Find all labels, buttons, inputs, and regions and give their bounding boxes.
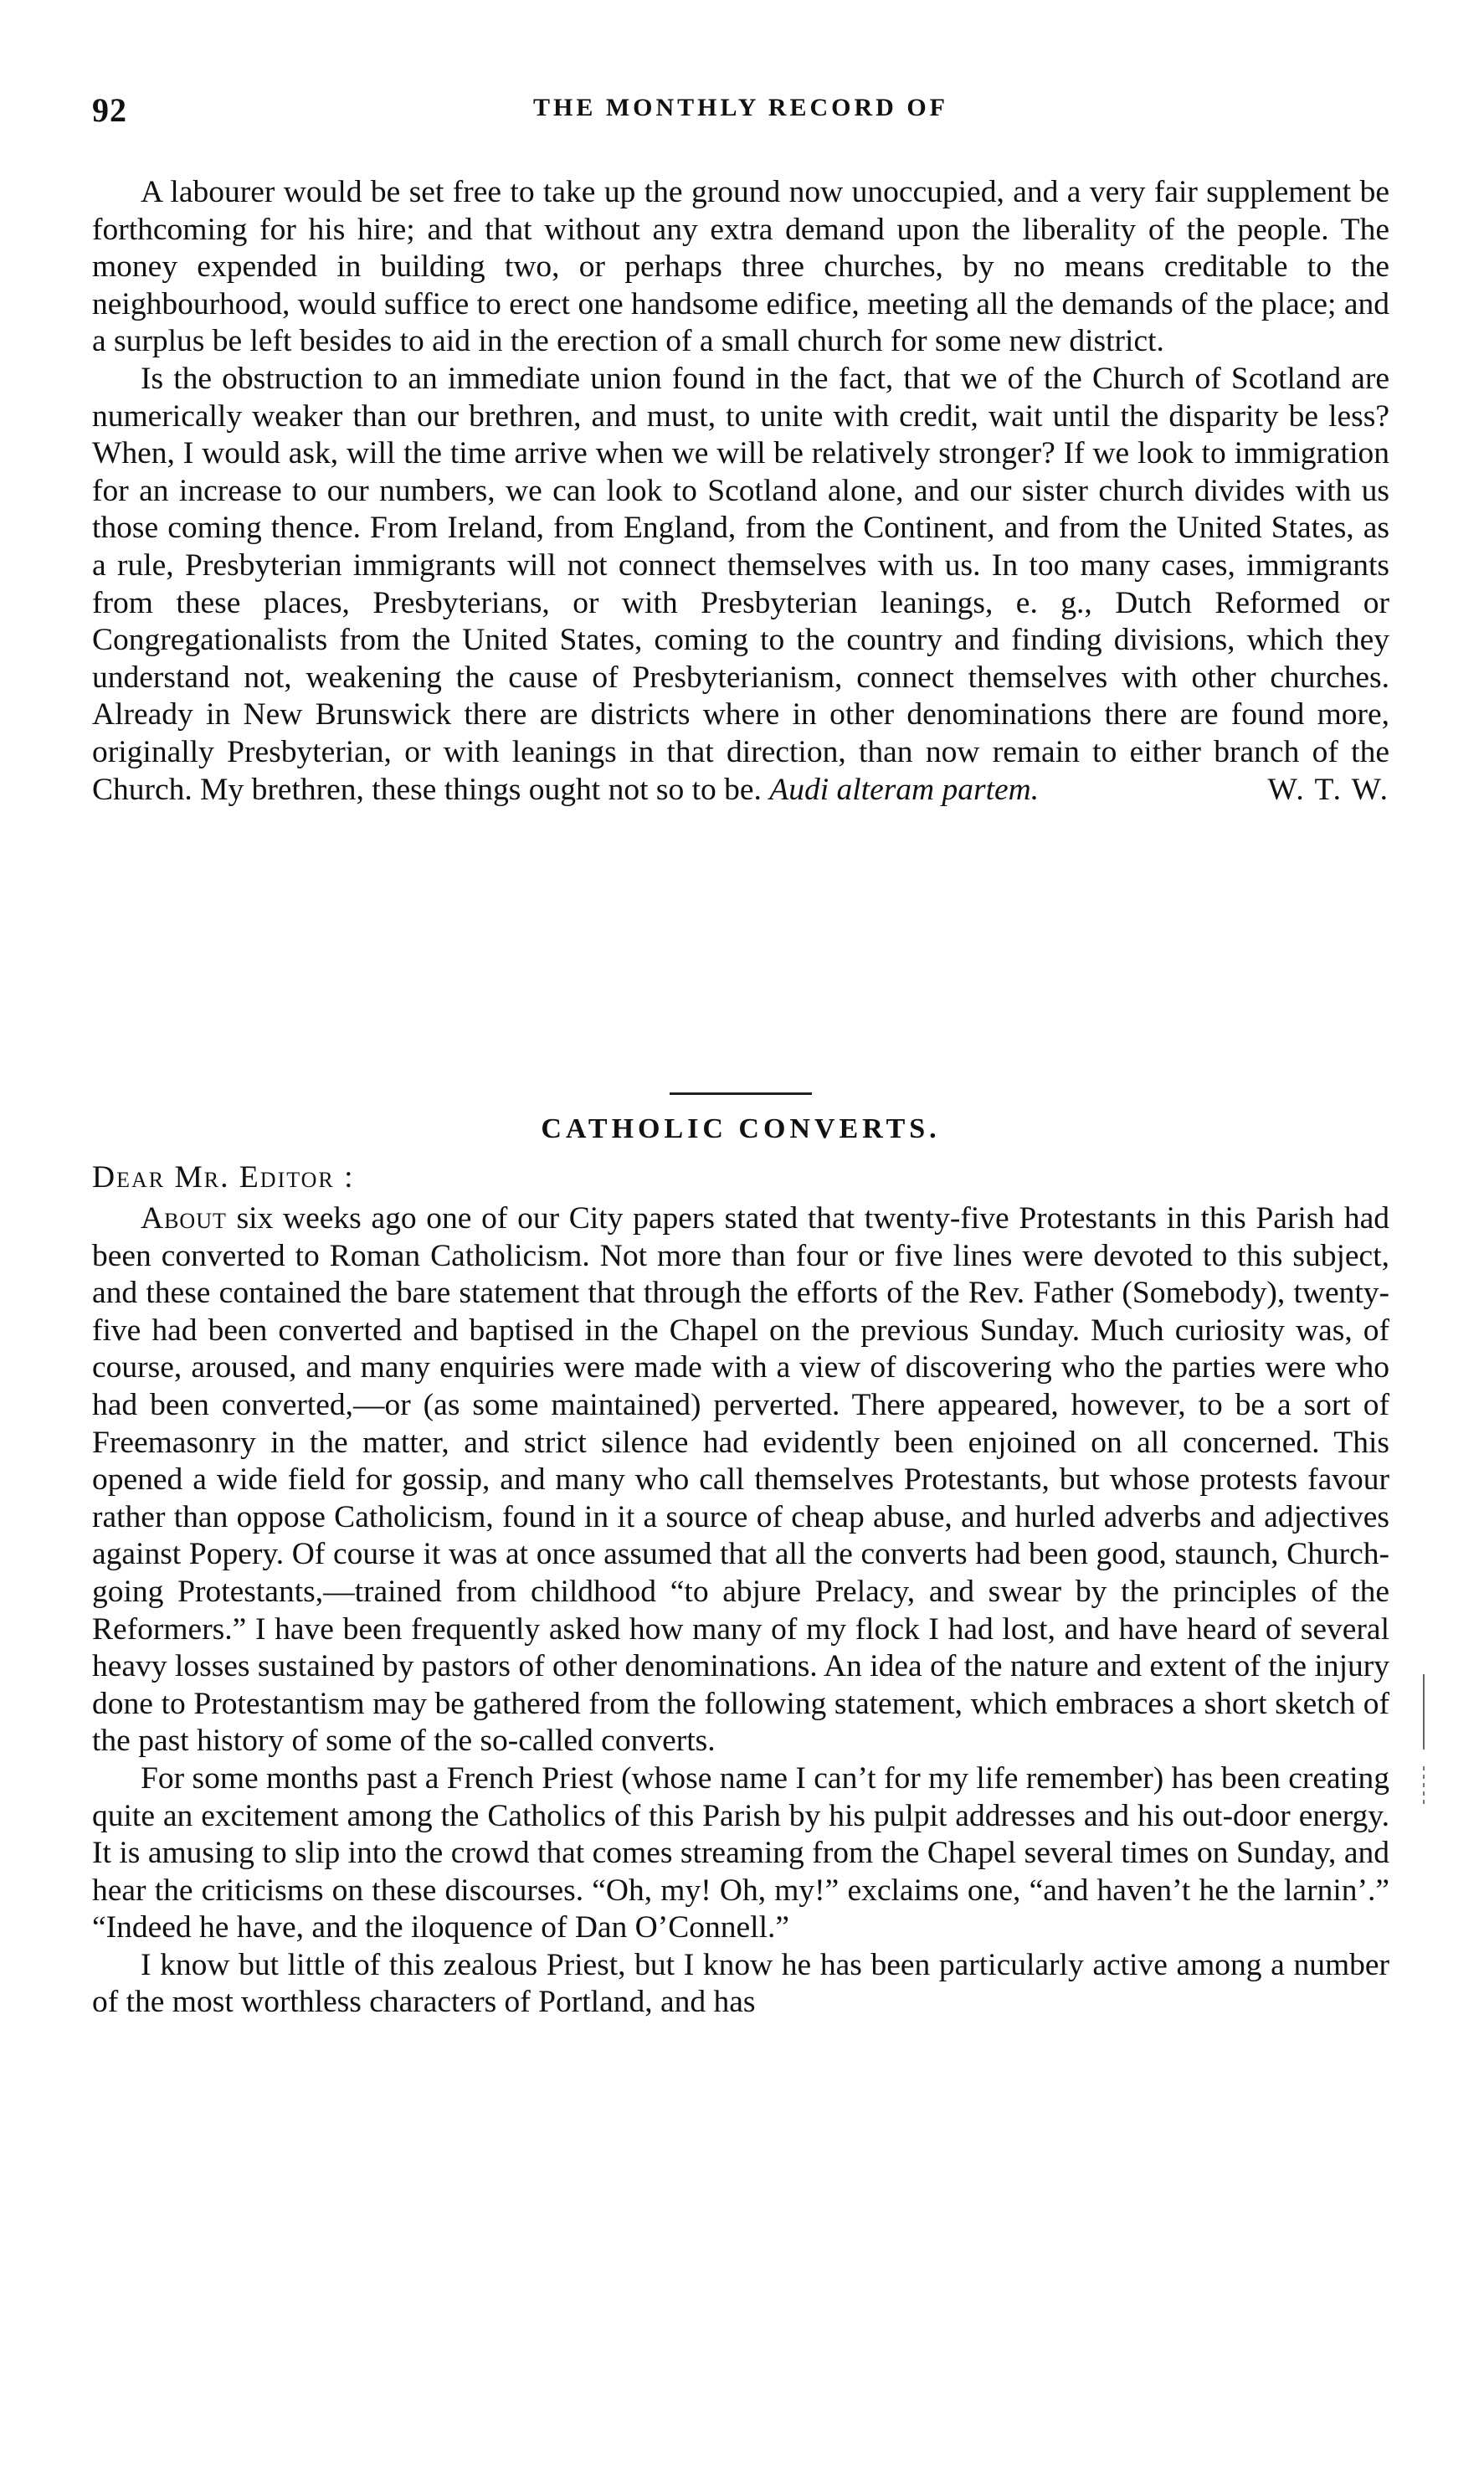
article-two-body	[92, 1200, 1389, 2022]
article-one-body	[92, 174, 1389, 809]
article-one-paragraph: A labourer would be set free to take up the ground now unoccupied, and a very fair supplement be forthcoming for his hire; and that without any extra demand upon the liberality of the people. The money expended in building two, or perhaps three churches, by no means creditable to the neighbourhood, would suffice to erect one handsome edifice, meeting all the demands of the place; and a surplus be left besides to aid in the erection of a small church for some new district.	[92, 175, 1389, 359]
article-one-paragraph	[92, 361, 1389, 809]
article-two-paragraph: I know but little of this zealous Priest, but I know he has been particularly active among a number of the most worthless characters of Portland, and has	[92, 1947, 1389, 2020]
divider-rule	[670, 1092, 812, 1095]
scan-artifact-line	[1423, 1674, 1425, 1750]
salutation: Dear Mr. Editor :	[92, 1160, 355, 1195]
article-two-title: CATHOLIC CONVERTS.	[541, 1113, 941, 1144]
lead-word: About	[141, 1201, 227, 1236]
running-title: THE MONTHLY RECORD OF	[533, 94, 948, 121]
page-header	[92, 90, 1389, 141]
scan-artifact-dashes	[1423, 1766, 1425, 1808]
page-number: 92	[92, 91, 127, 129]
closing-latin-phrase: Audi alteram partem.	[769, 772, 1040, 807]
author-signature: W. T. W.	[1267, 772, 1389, 807]
article-two-paragraph-text: six weeks ago one of our City papers stated that twenty-five Protestants in this Parish had been converted to Roman Catholicism. Not more than four or five lines were devoted to this subject, and these contained the bare statement that through the efforts of the Rev. Father (Somebody), twenty-five had been converted and baptised in the Chapel on the previous Sunday. Much curiosity was, of course, aroused, and many enquiries were made with a view of discovering who the parties were who had been converted,—or (as some maintained) perverted. There appeared, however, to be a sort of Freemasonry in the matter, and strict silence had evidently been enjoined on all concerned. This opened a wide field for gossip, and many who call themselves Protestants, but whose protests favour rather than oppose Catholicism, found in it a source of cheap abuse, and hurled adverbs and adjectives against Popery. Of course it was at once assumed that all the converts had been good, staunch, Church-going Protestants,—trained from childhood “to abjure Prelacy, and swear by the principles of the Reformers.” I have been frequently asked how many of my flock I had lost, and have heard of several heavy losses sustained by pastors of other denominations. An idea of the nature and extent of the injury done to Protestantism may be gathered from the following statement, which embraces a short sketch of the past history of some of the so-called converts.	[92, 1201, 1389, 1759]
article-two-paragraph: For some months past a French Priest (whose name I can’t for my life remember) has been creating quite an excitement among the Catholics of this Parish by his pulpit addresses and his out-door energy. It is amusing to slip into the crowd that comes streaming from the Chapel several times on Sunday, and hear the criticisms on these discourses. “Oh, my! Oh, my!” exclaims one, “and haven’t he the larnin’.” “Indeed he have, and the iloquence of Dan O’Connell.”	[92, 1760, 1389, 1945]
article-two-paragraph	[92, 1200, 1389, 1760]
article-one-paragraph-text: Is the obstruction to an immediate union found in the fact, that we of the Church of Scotland are numerically weaker than our brethren, and must, to unite with credit, wait until the disparity be less? When, I would ask, will the time arrive when we will be relatively stronger? If we look to immigration for an increase to our numbers, we can look to Scotland alone, and our sister church divides with us those coming thence. From Ireland, from England, from the Continent, and from the United States, as a rule, Presbyterian immigrants will not connect themselves with us. In too many cases, immigrants from these places, Presbyterians, or with Presbyterian leanings, e. g., Dutch Reformed or Congregationalists from the United States, coming to the country and finding divisions, which they understand not, weakening the cause of Presbyterianism, connect themselves with other churches. Already in New Brunswick there are districts where in other denominations there are found more, originally Presbyterian, or with leanings in that direction, than now remain to either branch of the Church. My brethren, these things ought not so to be.	[92, 361, 1389, 807]
section-divider	[92, 1092, 1389, 1096]
